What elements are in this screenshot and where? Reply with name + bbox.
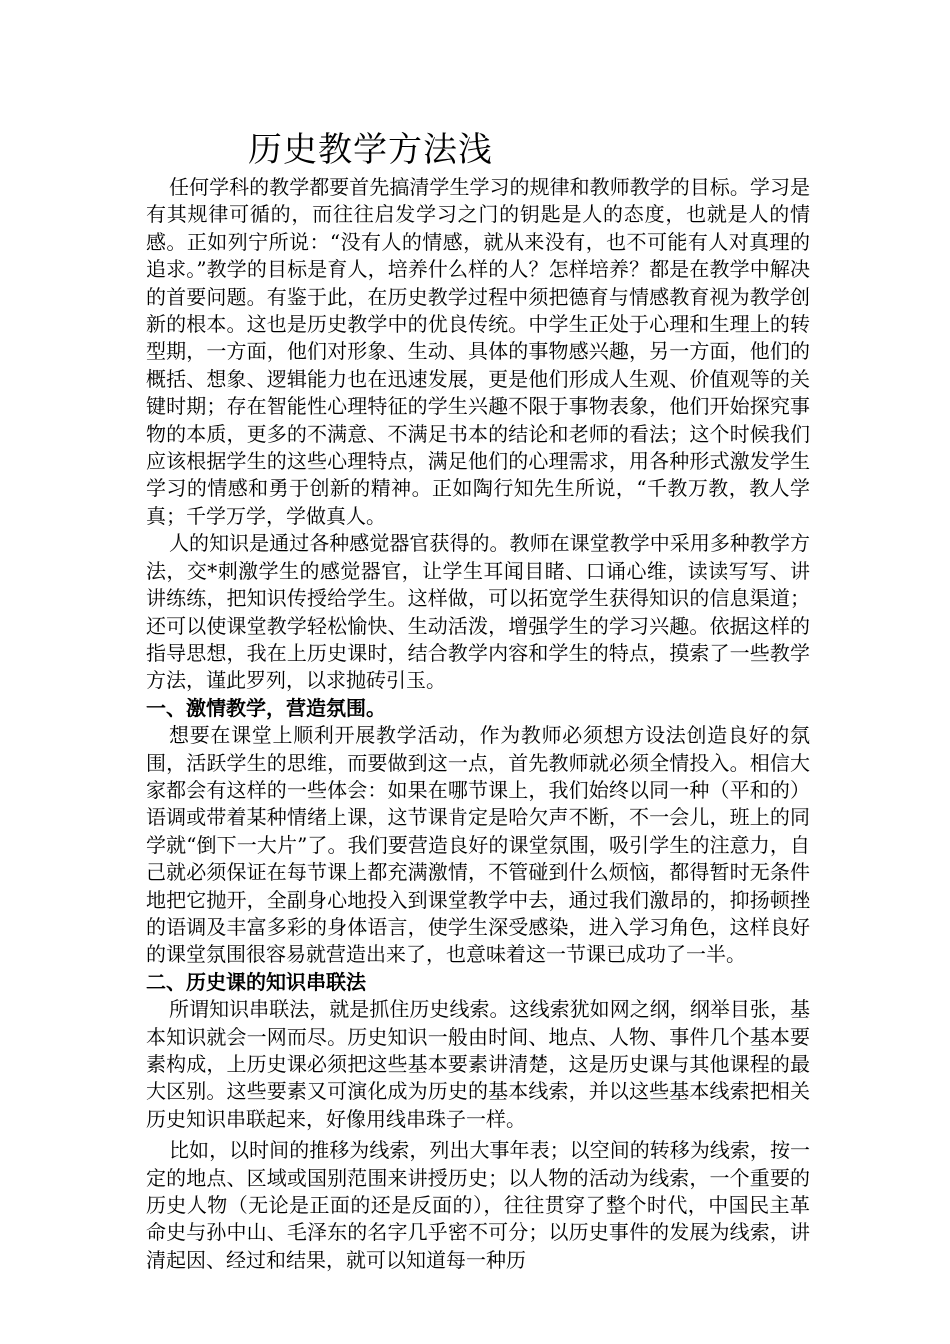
paragraph-section-2b: 比如，以时间的推移为线索，列出大事年表；以空间的转移为线索，按一定的地点、区域或国别范围来讲授历史；以人物的活动为线索，一个重要的历史人物（无论是正面的还是反面的），往往贯穿了整个时代，中国民主革命史与孙中山、毛泽东的名字几乎密不可分；以历史事件的发展为线索，讲清起因、经过和结果，就可以知道每一种历 xyxy=(146,1138,810,1272)
paragraph-methods: 人的知识是通过各种感觉器官获得的。教师在课堂教学中采用多种教学方法，交*刺激学生的感觉器官，让学生耳闻目睹、口诵心维，读读写写、讲讲练练，把知识传授给学生。这样做，可以拓宽学生获得知识的信息渠道；还可以使课堂教学轻松愉快、生动活泼，增强学生的学习兴趣。依据这样的指导思想，我在上历史课时，结合教学内容和学生的特点，摸索了一些教学方法，谨此罗列，以求抛砖引玉。 xyxy=(146,531,810,693)
paragraph-intro: 任何学科的教学都要首先搞清学生学习的规律和教师教学的目标。学习是有其规律可循的，而往往启发学习之门的钥匙是人的态度，也就是人的情感。正如列宁所说：“没有人的情感，就从来没有，也不可能有人对真理的追求。”教学的目标是育人，培养什么样的人？怎样培养？都是在教学中解决的首要问题。有鉴于此，在历史教学过程中须把德育与情感教育视为教学创新的根本。这也是历史教学中的优良传统。中学生正处于心理和生理上的转型期，一方面，他们对形象、生动、具体的事物感兴趣，另一方面，他们的概括、想象、逻辑能力也在迅速发展，更是他们形成人生观、价值观等的关键时期；存在智能性心理特征的学生兴趣不限于事物表象，他们开始探究事物的本质，更多的不满意、不满足书本的结论和老师的看法；这个时候我们应该根据学生的这些心理特点，满足他们的心理需求，用各种形式激发学生学习的情感和勇于创新的精神。正如陶行知先生所说，“千教万教，教人学真；千学万学，学做真人。 xyxy=(146,175,810,528)
paragraph-section-2a: 所谓知识串联法，就是抓住历史线索。这线索犹如网之纲，纲举目张，基本知识就会一网而尽。历史知识一般由时间、地点、人物、事件几个基本要素构成，上历史课必须把这些基本要素讲清楚，这是历史课与其他课程的最大区别。这些要素又可演化成为历史的基本线索，并以这些基本线索把相关历史知识串联起来，好像用线串珠子一样。 xyxy=(146,997,810,1131)
paragraph-section-1: 想要在课堂上顺利开展教学活动，作为教师必须想方设法创造良好的氛围，活跃学生的思维，而要做到这一点，首先教师就必须全情投入。相信大家都会有这样的一些体会：如果在哪节课上，我们始终以同一种（平和的）语调或带着某种情绪上课，这节课肯定是哈欠声不断，不一会儿，班上的同学就“倒下一大片”了。我们要营造良好的课堂氛围，吸引学生的注意力，自己就必须保证在每节课上都充满激情，不管碰到什么烦恼，都得暂时无条件地把它抛开，全副身心地投入到课堂教学中去，通过我们激昂的，抑扬顿挫的语调及丰富多彩的身体语言，使学生深受感染，进入学习角色，这样良好的课堂氛围很容易就营造出来了，也意味着这一节课已成功了一半。 xyxy=(146,723,810,967)
page-title: 历史教学方法浅 xyxy=(248,130,493,170)
document-body xyxy=(146,174,810,1274)
section-heading-2: 二、历史课的知识串联法 xyxy=(146,969,366,994)
section-heading-1: 一、激情教学，营造氛围。 xyxy=(146,695,386,720)
